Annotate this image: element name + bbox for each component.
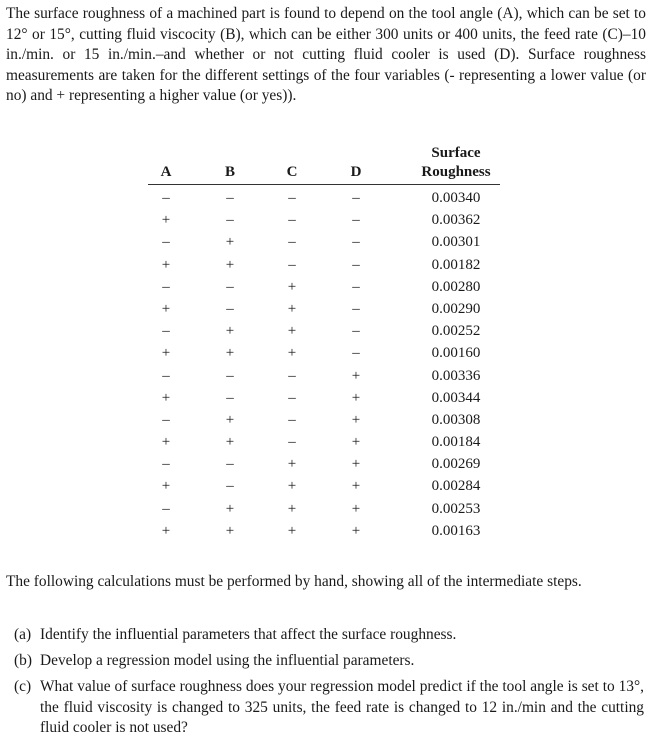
cell-sr: 0.00340 (431, 190, 481, 206)
cell-sr: 0.00290 (431, 300, 481, 317)
roughness-table (134, 140, 514, 543)
cell-a: + (161, 212, 171, 229)
cell-sr: 0.00269 (431, 456, 481, 473)
question-c-text: What value of surface roughness does your regression model predict if the tool angle is set to 13°, the fluid viscosity is changed to 325 units, the feed rate is changed to 12 in./min and the cutting fluid cooler is not used? (40, 678, 644, 737)
header-a: A (160, 164, 172, 180)
cell-b: – (226, 212, 234, 229)
cell-sr: 0.00182 (431, 256, 481, 273)
cell-sr: 0.00362 (431, 212, 481, 229)
cell-d: – (352, 345, 360, 362)
cell-d: – (352, 190, 360, 206)
cell-sr: 0.00184 (431, 434, 481, 451)
intro-paragraph: The surface roughness of a machined part is found to depend on the tool angle (A), which can be set to 12° or 15°, cutting fluid viscocity (B), which can be either 300 units or 400 units, the feed rate (C)–10 in./min. or 15 in./min.–and whether or not cutting fluid cooler is used (D). Surface roughness measurements are taken for the different settings of the four variables (- representing a lower value (or no) and + representing a higher value (or yes)). (6, 5, 646, 105)
cell-b: – (226, 389, 234, 406)
cell-b: + (225, 345, 235, 362)
question-c (14, 677, 644, 739)
table-row (134, 366, 514, 388)
cell-c: – (288, 367, 296, 384)
cell-c: + (287, 278, 297, 295)
cell-sr: 0.00284 (431, 478, 481, 495)
cell-b: + (225, 434, 235, 451)
header-b: B (224, 164, 235, 180)
cell-d: – (352, 212, 360, 229)
cell-a: – (162, 367, 170, 384)
cell-sr: 0.00163 (431, 522, 481, 539)
cell-sr: 0.00280 (431, 278, 481, 295)
cell-c: – (288, 256, 296, 273)
header-surface-roughness: Surface Roughness (421, 145, 491, 180)
table-row (134, 410, 514, 432)
cell-d: + (351, 522, 361, 539)
cell-d: – (352, 300, 360, 317)
question-b-label: (b) (14, 652, 32, 669)
cell-a: – (162, 234, 170, 251)
cell-b: – (226, 278, 234, 295)
cell-a: – (162, 411, 170, 428)
cell-c: – (288, 190, 296, 206)
table-row (134, 343, 514, 365)
cell-d: + (351, 500, 361, 517)
cell-d: + (351, 389, 361, 406)
question-a-label: (a) (14, 626, 32, 643)
cell-b: – (226, 456, 234, 473)
cell-a: + (161, 389, 171, 406)
cell-c: + (287, 522, 297, 539)
table-row (134, 521, 514, 543)
table-row (134, 277, 514, 299)
table-row (134, 321, 514, 343)
cell-c: + (287, 456, 297, 473)
cell-d: – (352, 256, 360, 273)
cell-c: – (288, 234, 296, 251)
cell-sr: 0.00253 (431, 500, 481, 517)
table-row (134, 255, 514, 277)
table-row (134, 232, 514, 254)
cell-sr: 0.00301 (431, 234, 481, 251)
cell-b: + (225, 411, 235, 428)
cell-b: – (226, 367, 234, 384)
cell-a: + (161, 256, 171, 273)
cell-sr: 0.00336 (431, 367, 481, 384)
cell-b: + (225, 256, 235, 273)
cell-c: + (287, 300, 297, 317)
cell-b: + (225, 522, 235, 539)
cell-a: + (161, 300, 171, 317)
cell-d: + (351, 456, 361, 473)
cell-b: – (226, 478, 234, 495)
cell-b: – (226, 190, 234, 206)
header-c: C (286, 164, 298, 180)
cell-b: – (226, 300, 234, 317)
cell-c: + (287, 345, 297, 362)
cell-c: + (287, 323, 297, 340)
table-header (134, 140, 514, 186)
cell-a: + (161, 434, 171, 451)
cell-a: – (162, 323, 170, 340)
table-row (134, 388, 514, 410)
cell-c: – (288, 434, 296, 451)
table-row (134, 188, 514, 210)
table-row (134, 476, 514, 498)
cell-b: + (225, 323, 235, 340)
cell-d: – (352, 323, 360, 340)
question-b-text: Develop a regression model using the influential parameters. (40, 652, 415, 669)
table-row (134, 299, 514, 321)
cell-a: – (162, 278, 170, 295)
cell-sr: 0.00344 (431, 389, 481, 406)
question-c-label: (c) (14, 678, 32, 695)
cell-d: + (351, 367, 361, 384)
table-row (134, 432, 514, 454)
cell-sr: 0.00160 (431, 345, 481, 362)
cell-a: + (161, 478, 171, 495)
cell-c: + (287, 478, 297, 495)
instructions-paragraph: The following calculations must be performed by hand, showing all of the intermediate steps. (6, 573, 582, 590)
cell-d: + (351, 434, 361, 451)
cell-c: – (288, 212, 296, 229)
question-b (14, 651, 644, 672)
table-row (134, 454, 514, 476)
table-row (134, 499, 514, 521)
cell-d: + (351, 478, 361, 495)
cell-a: – (162, 456, 170, 473)
cell-a: – (162, 190, 170, 206)
question-a (14, 625, 644, 646)
cell-c: – (288, 411, 296, 428)
cell-d: – (352, 234, 360, 251)
header-rule (148, 184, 500, 185)
cell-a: + (161, 345, 171, 362)
cell-b: + (225, 234, 235, 251)
cell-sr: 0.00308 (431, 411, 481, 428)
cell-b: + (225, 500, 235, 517)
cell-d: + (351, 411, 361, 428)
question-a-text: Identify the influential parameters that affect the surface roughness. (40, 626, 457, 643)
table-row (134, 210, 514, 232)
cell-d: – (352, 278, 360, 295)
cell-c: – (288, 389, 296, 406)
cell-c: + (287, 500, 297, 517)
header-d: D (350, 164, 362, 180)
cell-a: – (162, 500, 170, 517)
cell-a: + (161, 522, 171, 539)
cell-sr: 0.00252 (431, 323, 481, 340)
table-body (134, 188, 514, 543)
